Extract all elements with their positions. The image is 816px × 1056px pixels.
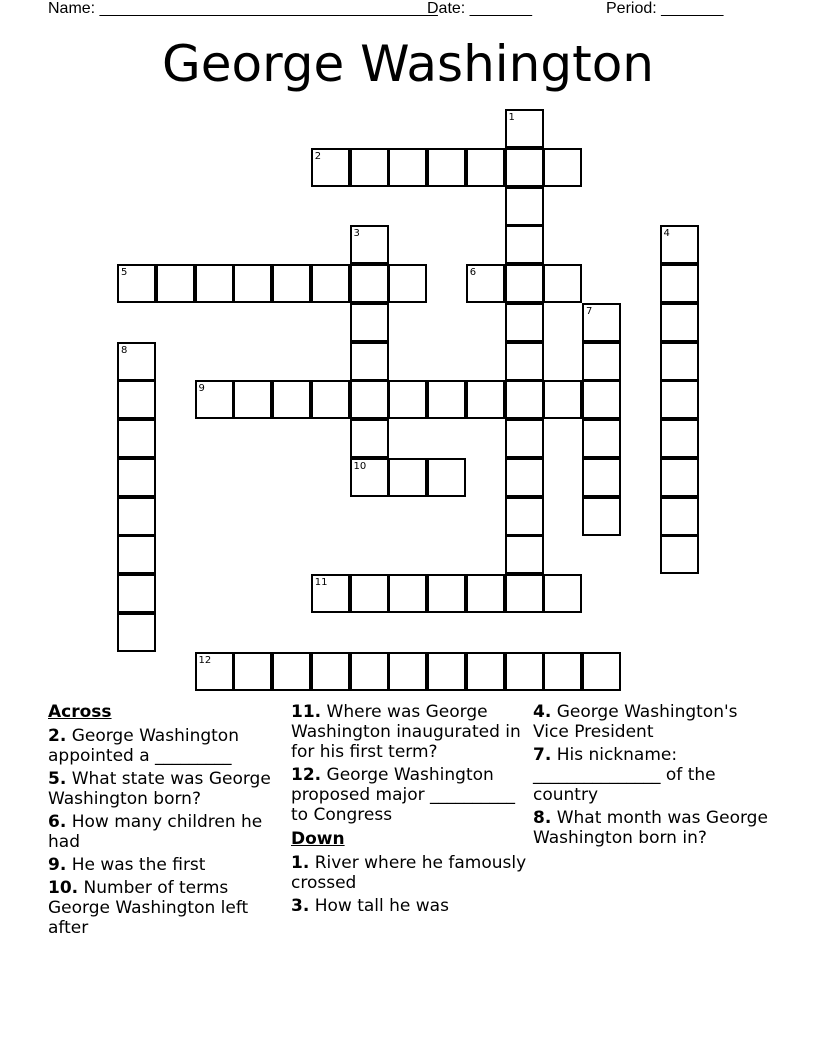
clue-number-label: 9. <box>48 855 67 875</box>
clue-item <box>291 853 527 893</box>
clue-item <box>48 878 288 938</box>
clue-item <box>48 769 288 809</box>
clue-text: Number of terms George Washington left after <box>48 878 249 938</box>
grid-cell[interactable] <box>311 574 350 613</box>
grid-cell[interactable] <box>388 148 427 187</box>
grid-cell[interactable] <box>388 264 427 303</box>
clue-item <box>533 808 768 848</box>
grid-cell[interactable] <box>660 458 699 497</box>
grid-cell[interactable] <box>543 148 582 187</box>
grid-cell[interactable] <box>117 380 156 419</box>
clue-number-label: 1. <box>291 853 310 873</box>
grid-cell[interactable] <box>466 148 505 187</box>
grid-cell[interactable] <box>427 574 466 613</box>
clue-text: He was the first <box>66 855 206 875</box>
clue-number: 11 <box>314 577 328 588</box>
clue-number-label: 7. <box>533 745 552 765</box>
clue-text: How tall he was <box>309 896 449 916</box>
grid-cell[interactable] <box>466 380 505 419</box>
clue-number: 8 <box>121 344 128 356</box>
name-field[interactable]: Name: ______________________________________ <box>48 0 438 17</box>
clue-number-label: 8. <box>533 808 552 828</box>
grid-cell[interactable] <box>117 264 156 303</box>
grid-cell[interactable] <box>117 613 156 652</box>
grid-cell[interactable] <box>350 458 389 497</box>
clue-text: River where he famously crossed <box>291 853 527 893</box>
clue-item <box>48 855 288 875</box>
grid-cell[interactable] <box>466 652 505 691</box>
grid-cell[interactable] <box>350 148 389 187</box>
grid-cell[interactable] <box>117 342 156 381</box>
grid-cell[interactable] <box>195 264 234 303</box>
grid-cell[interactable] <box>505 535 544 574</box>
clue-number: 12 <box>198 654 212 666</box>
clue-number: 4 <box>663 228 670 240</box>
grid-cell[interactable] <box>195 380 234 419</box>
grid-cell[interactable] <box>272 264 311 303</box>
grid-cell[interactable] <box>272 380 311 419</box>
grid-cell[interactable] <box>582 380 621 419</box>
clue-text: George Washington's Vice President <box>533 702 738 742</box>
clue-column-1 <box>48 702 288 941</box>
grid-cell[interactable] <box>350 264 389 303</box>
grid-cell[interactable] <box>505 574 544 613</box>
clue-number-label: 10. <box>48 878 79 898</box>
clue-text: George Washington appointed a _________ <box>48 726 239 766</box>
grid-cell[interactable] <box>505 342 544 381</box>
grid-cell[interactable] <box>582 652 621 691</box>
grid-cell[interactable] <box>466 574 505 613</box>
grid-cell[interactable] <box>543 574 582 613</box>
clue-text: What state was George Washington born? <box>48 769 271 809</box>
clue-number: 1 <box>508 112 515 123</box>
grid-cell[interactable] <box>466 264 505 303</box>
period-field[interactable]: Period: _______ <box>606 0 724 17</box>
clue-text: Where was George Washington inaugurated in for his first term? <box>291 702 521 762</box>
grid-cell[interactable] <box>388 652 427 691</box>
grid-cell[interactable] <box>117 458 156 497</box>
grid-cell[interactable] <box>388 458 427 497</box>
clue-number: 7 <box>586 305 593 317</box>
grid-cell[interactable] <box>660 419 699 458</box>
grid-cell[interactable] <box>311 264 350 303</box>
grid-cell[interactable] <box>117 497 156 536</box>
clue-number-label: 2. <box>48 726 67 746</box>
date-field[interactable]: Date: _______ <box>427 0 532 17</box>
grid-cell[interactable] <box>388 380 427 419</box>
clue-item <box>533 702 768 742</box>
grid-cell[interactable] <box>505 264 544 303</box>
grid-cell[interactable] <box>582 419 621 458</box>
clue-number: 6 <box>469 267 477 278</box>
grid-cell[interactable] <box>350 303 389 342</box>
clue-text: What month was George Washington born in? <box>533 808 768 848</box>
clue-item <box>48 812 288 852</box>
clue-text: How many children he had <box>48 812 263 852</box>
grid-cell[interactable] <box>350 225 389 264</box>
grid-cell[interactable] <box>543 652 582 691</box>
grid-cell[interactable] <box>427 458 466 497</box>
clue-item <box>533 745 768 805</box>
grid-cell[interactable] <box>505 225 544 264</box>
across-heading: Across <box>48 702 112 722</box>
grid-cell[interactable] <box>582 497 621 536</box>
grid-cell[interactable] <box>505 497 544 536</box>
grid-cell[interactable] <box>660 497 699 536</box>
grid-cell[interactable] <box>505 652 544 691</box>
grid-cell[interactable] <box>350 419 389 458</box>
grid-cell[interactable] <box>311 652 350 691</box>
grid-cell[interactable] <box>233 652 272 691</box>
clue-number-label: 12. <box>291 765 322 785</box>
grid-cell[interactable] <box>350 574 389 613</box>
grid-cell[interactable] <box>350 342 389 381</box>
clue-number: 9 <box>198 383 205 395</box>
clue-number-label: 5. <box>48 769 67 789</box>
grid-cell[interactable] <box>388 574 427 613</box>
grid-cell[interactable] <box>505 148 544 187</box>
grid-cell[interactable] <box>156 264 195 303</box>
clue-item <box>291 702 527 762</box>
clue-number: 5 <box>121 267 128 278</box>
grid-cell[interactable] <box>427 380 466 419</box>
grid-cell[interactable] <box>350 380 389 419</box>
grid-cell[interactable] <box>582 303 621 342</box>
grid-cell[interactable] <box>272 652 311 691</box>
clue-number-label: 6. <box>48 812 67 832</box>
grid-cell[interactable] <box>582 458 621 497</box>
grid-cell[interactable] <box>660 225 699 264</box>
puzzle-title: George Washington <box>162 35 654 93</box>
grid-cell[interactable] <box>505 458 544 497</box>
grid-cell[interactable] <box>543 380 582 419</box>
grid-cell[interactable] <box>543 264 582 303</box>
clue-column-3 <box>533 702 768 851</box>
grid-cell[interactable] <box>311 380 350 419</box>
clue-item <box>48 726 288 766</box>
grid-cell[interactable] <box>505 109 544 148</box>
grid-cell[interactable] <box>350 652 389 691</box>
clue-item <box>291 896 527 916</box>
grid-cell[interactable] <box>660 342 699 381</box>
grid-cell[interactable] <box>505 187 544 226</box>
grid-cell[interactable] <box>505 419 544 458</box>
clue-number-label: 4. <box>533 702 552 722</box>
grid-cell[interactable] <box>660 264 699 303</box>
grid-cell[interactable] <box>660 535 699 574</box>
clue-number-label: 3. <box>291 896 310 916</box>
clue-number: 3 <box>353 228 360 240</box>
clue-number-label: 11. <box>291 702 322 722</box>
grid-cell[interactable] <box>505 303 544 342</box>
grid-cell[interactable] <box>660 303 699 342</box>
grid-cell[interactable] <box>311 148 350 187</box>
grid-cell[interactable] <box>427 652 466 691</box>
down-heading: Down <box>291 829 345 849</box>
grid-cell[interactable] <box>505 380 544 419</box>
grid-cell[interactable] <box>233 380 272 419</box>
grid-cell[interactable] <box>582 342 621 381</box>
grid-cell[interactable] <box>427 148 466 187</box>
clue-column-2 <box>291 702 527 919</box>
grid-cell[interactable] <box>660 380 699 419</box>
grid-cell[interactable] <box>195 652 234 691</box>
clue-number: 2 <box>314 150 322 162</box>
clue-number: 10 <box>353 460 367 472</box>
clue-text: His nickname: _______________ of the country <box>533 745 716 805</box>
clue-text: George Washington proposed major __________ to Congress <box>291 765 516 825</box>
clue-item <box>291 765 527 825</box>
grid-cell[interactable] <box>117 419 156 458</box>
grid-cell[interactable] <box>117 574 156 613</box>
grid-cell[interactable] <box>233 264 272 303</box>
grid-cell[interactable] <box>117 535 156 574</box>
